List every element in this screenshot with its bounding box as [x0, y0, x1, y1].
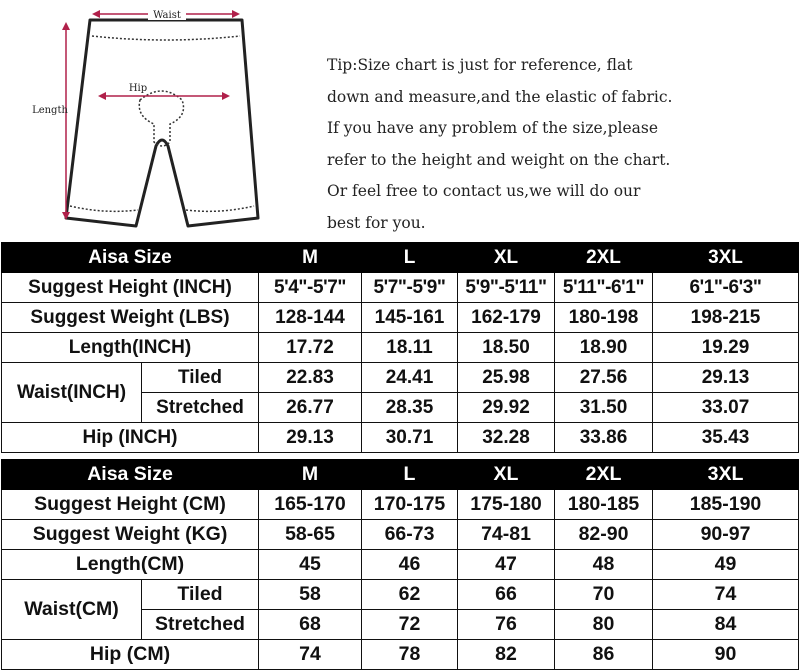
row-label-hip: Hip (CM) — [2, 640, 259, 670]
hip-label: Hip — [128, 83, 148, 94]
size-header-3xl: 3XL — [653, 460, 799, 490]
table-cell: 17.72 — [259, 333, 362, 363]
table-cell: 162-179 — [458, 303, 555, 333]
table-cell: 27.56 — [555, 363, 653, 393]
length-label: Length — [32, 105, 68, 116]
table-cell: 145-161 — [362, 303, 458, 333]
table-row — [2, 640, 799, 670]
size-header-xl: XL — [458, 460, 555, 490]
table-cell: 35.43 — [653, 423, 799, 453]
size-header-2xl: 2XL — [555, 243, 653, 273]
table-row — [2, 550, 799, 580]
table-row — [2, 580, 799, 610]
table-cell: 47 — [458, 550, 555, 580]
cm-size-table — [1, 459, 799, 670]
left-hem-stitching — [70, 206, 138, 211]
size-header-m: M — [259, 460, 362, 490]
table-cell: 49 — [653, 550, 799, 580]
table-cell: 19.29 — [653, 333, 799, 363]
row-label-hip: Hip (INCH) — [2, 423, 259, 453]
table-cell: 198-215 — [653, 303, 799, 333]
table-cell: 33.86 — [555, 423, 653, 453]
table-cell: 5'7"-5'9" — [362, 273, 458, 303]
tip-line: refer to the height and weight on the chart. — [327, 150, 671, 169]
hip-arrowhead-right — [222, 92, 230, 100]
table-row — [2, 490, 799, 520]
table-cell: 29.13 — [259, 423, 362, 453]
size-header-l: L — [362, 243, 458, 273]
table-cell: 18.50 — [458, 333, 555, 363]
tip-line: down and measure,and the elastic of fabric. — [327, 87, 673, 106]
row-label-weight: Suggest Weight (KG) — [2, 520, 259, 550]
table-cell: 84 — [653, 610, 799, 640]
table-cell: 128-144 — [259, 303, 362, 333]
row-label-waist: Waist(CM) — [2, 580, 142, 640]
table-cell: 74 — [259, 640, 362, 670]
table-cell: 5'9"-5'11" — [458, 273, 555, 303]
tip-line: Or feel free to contact us,we will do our — [327, 182, 641, 200]
table-cell: 48 — [555, 550, 653, 580]
inch-size-table — [1, 242, 799, 453]
table-cell: 66 — [458, 580, 555, 610]
table-cell: 29.92 — [458, 393, 555, 423]
table-cell: 180-198 — [555, 303, 653, 333]
table-cell: 82-90 — [555, 520, 653, 550]
table-cell: 74 — [653, 580, 799, 610]
table-cell: 62 — [362, 580, 458, 610]
table-cell: 18.90 — [555, 333, 653, 363]
table-row — [2, 423, 799, 453]
row-label-weight: Suggest Weight (LBS) — [2, 303, 259, 333]
row-label-height: Suggest Height (INCH) — [2, 273, 259, 303]
table-cell: 80 — [555, 610, 653, 640]
table-cell: 70 — [555, 580, 653, 610]
table-cell: 28.35 — [362, 393, 458, 423]
table-cell: 5'11"-6'1" — [555, 273, 653, 303]
table-cell: 31.50 — [555, 393, 653, 423]
table-cell: 58 — [259, 580, 362, 610]
table-cell: 58-65 — [259, 520, 362, 550]
table-cell: 24.41 — [362, 363, 458, 393]
table-cell: 45 — [259, 550, 362, 580]
row-label-height: Suggest Height (CM) — [2, 490, 259, 520]
table-cell: 165-170 — [259, 490, 362, 520]
size-header-3xl: 3XL — [653, 243, 799, 273]
table-cell: 18.11 — [362, 333, 458, 363]
table-cell: 180-185 — [555, 490, 653, 520]
tip-line: best for you. — [327, 213, 426, 232]
table-cell: 33.07 — [653, 393, 799, 423]
row-label-length: Length(INCH) — [2, 333, 259, 363]
size-header-label: Aisa Size — [2, 460, 259, 490]
row-label-length: Length(CM) — [2, 550, 259, 580]
size-header-2xl: 2XL — [555, 460, 653, 490]
table-cell: 5'4"-5'7" — [259, 273, 362, 303]
table-cell: 66-73 — [362, 520, 458, 550]
hip-arrowhead-left — [98, 92, 106, 100]
chamois-pad — [139, 91, 183, 146]
right-hem-stitching — [186, 206, 254, 211]
table-cell: 185-190 — [653, 490, 799, 520]
table-row — [2, 520, 799, 550]
table-row — [2, 303, 799, 333]
length-arrowhead-top — [62, 22, 70, 30]
tip-line: If you have any problem of the size,please — [327, 119, 659, 137]
shorts-outline — [66, 20, 258, 226]
table-cell: 78 — [362, 640, 458, 670]
waistband-stitching — [92, 36, 240, 40]
table-cell: 72 — [362, 610, 458, 640]
table-cell: 6'1"-6'3" — [653, 273, 799, 303]
table-cell: 32.28 — [458, 423, 555, 453]
table-header-row — [2, 460, 799, 490]
table-row — [2, 363, 799, 393]
size-header-l: L — [362, 460, 458, 490]
size-tip — [327, 50, 787, 239]
table-cell: 175-180 — [458, 490, 555, 520]
table-header-row — [2, 243, 799, 273]
table-cell: 90-97 — [653, 520, 799, 550]
row-sublabel-tiled: Tiled — [142, 580, 259, 610]
table-cell: 46 — [362, 550, 458, 580]
waist-label: Waist — [153, 10, 181, 21]
table-cell: 90 — [653, 640, 799, 670]
shorts-measurement-diagram — [20, 0, 280, 240]
row-sublabel-stretched: Stretched — [142, 393, 259, 423]
waist-arrowhead-right — [232, 10, 240, 18]
table-cell: 25.98 — [458, 363, 555, 393]
table-cell: 74-81 — [458, 520, 555, 550]
table-cell: 76 — [458, 610, 555, 640]
table-cell: 22.83 — [259, 363, 362, 393]
table-cell: 170-175 — [362, 490, 458, 520]
table-cell: 86 — [555, 640, 653, 670]
row-sublabel-tiled: Tiled — [142, 363, 259, 393]
row-label-waist: Waist(INCH) — [2, 363, 142, 423]
size-header-label: Aisa Size — [2, 243, 259, 273]
table-cell: 30.71 — [362, 423, 458, 453]
table-row — [2, 333, 799, 363]
size-header-m: M — [259, 243, 362, 273]
tip-line: Tip:Size chart is just for reference, flat — [327, 56, 633, 74]
table-cell: 82 — [458, 640, 555, 670]
table-cell: 68 — [259, 610, 362, 640]
waist-arrowhead-left — [92, 10, 100, 18]
table-row — [2, 273, 799, 303]
row-sublabel-stretched: Stretched — [142, 610, 259, 640]
size-header-xl: XL — [458, 243, 555, 273]
table-cell: 26.77 — [259, 393, 362, 423]
table-cell: 29.13 — [653, 363, 799, 393]
